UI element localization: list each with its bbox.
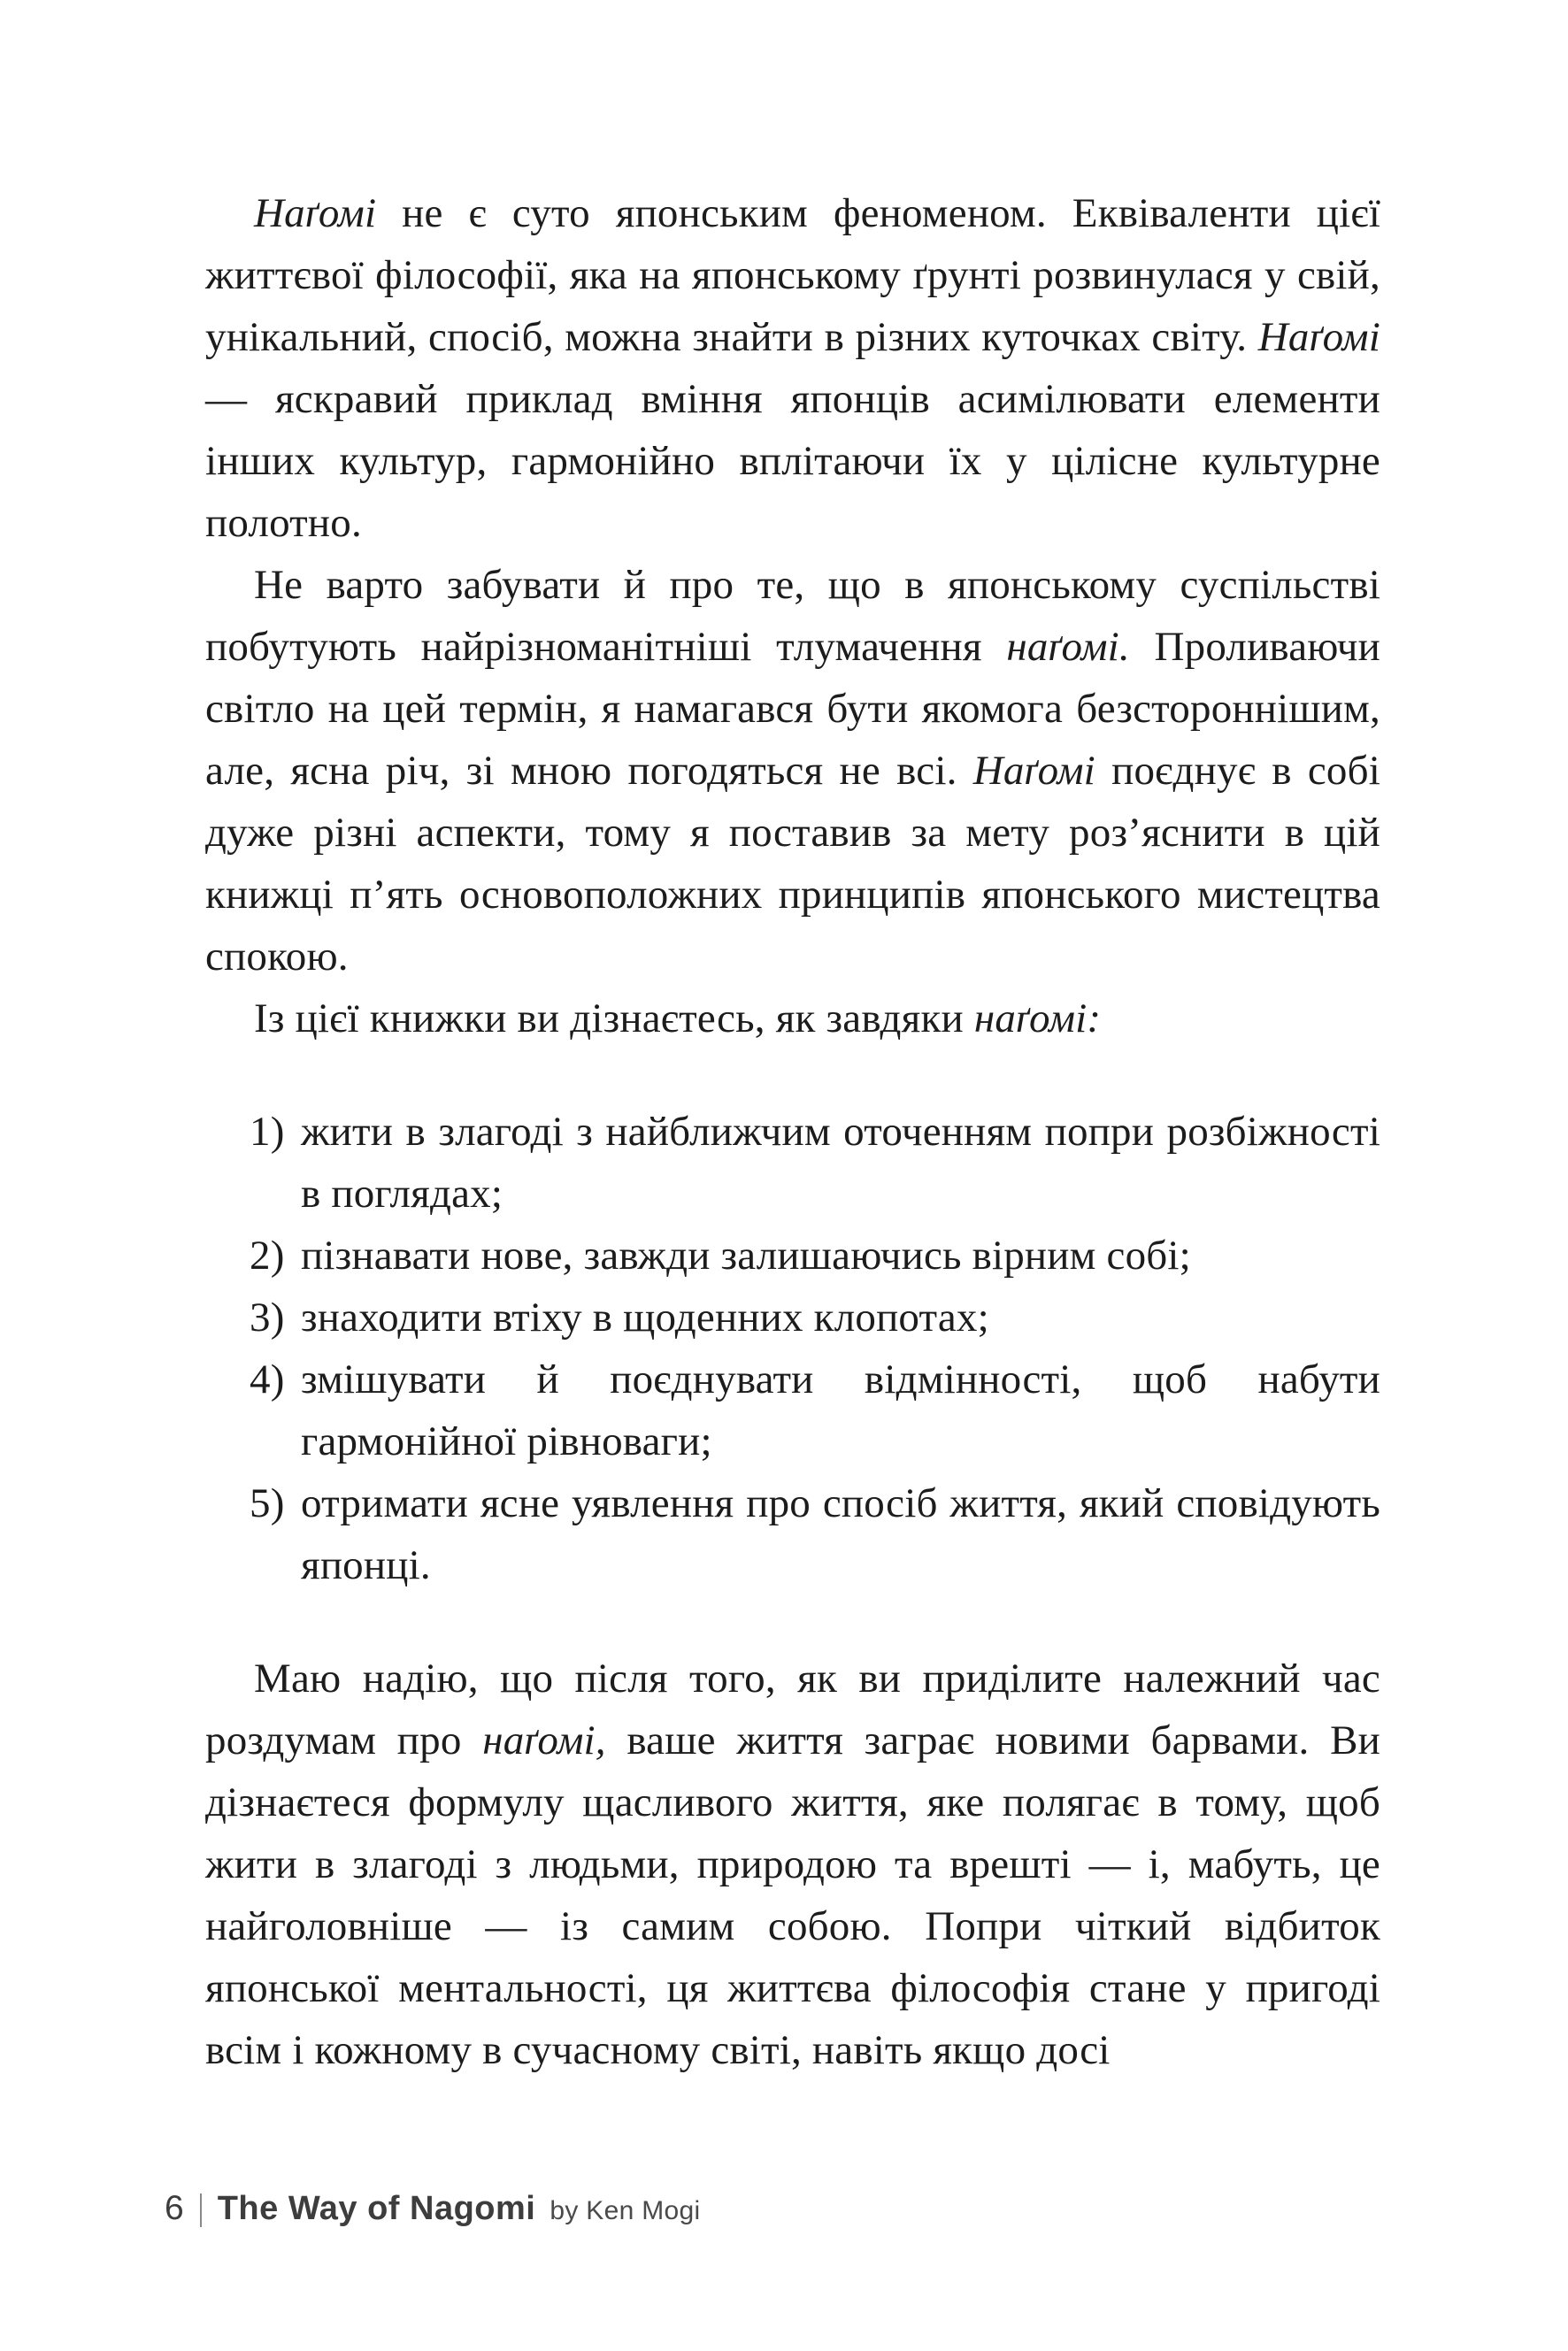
list-item: [205, 1287, 1380, 1348]
text-run: Маю надію, що після того, як ви приділите належний час роздумам про: [205, 1656, 1380, 1763]
list-item-text: отримати ясне уявлення про спосіб життя, який сповідують японці.: [301, 1480, 1380, 1588]
list-item: [205, 1472, 1380, 1596]
list-item-text: пізнавати нове, завжди залишаючись вірним собі;: [301, 1233, 1191, 1279]
paragraph-3: [205, 987, 1380, 1049]
text-run: ваше життя заграє новими барвами. Ви дізнаєтеся формулу щасливого життя, яке полягає в тому, щоб жити в злагоді з людьми, природою та врешті — і, мабуть, це найголовніше — із самим собою. Попри чіткий відбиток японської ментальності, ця життєва філософія стане у пригоді всім і кожному в сучасному світі, навіть якщо досі: [205, 1717, 1380, 2073]
page-number: 6: [165, 2189, 184, 2227]
list-item-number: 2): [250, 1233, 285, 1279]
book-title: The Way of Nagomi: [217, 2190, 536, 2227]
list-item-text: жити в злагоді з найближчим оточенням попри розбіжності в поглядах;: [301, 1109, 1380, 1217]
list-item-text: знаходити втіху в щоденних клопотах;: [301, 1295, 989, 1341]
numbered-list: [205, 1101, 1380, 1596]
paragraph-1: [205, 182, 1380, 554]
list-item-text: змішувати й поєднувати відмінності, щоб набути гармонійної рівноваги;: [301, 1356, 1380, 1464]
text-block: [205, 182, 1380, 2081]
text-run: наґомі,: [482, 1717, 606, 1763]
text-run: Із цієї книжки ви дізнаєтесь, як завдяки: [254, 995, 974, 1041]
paragraph-2: [205, 554, 1380, 987]
paragraph-4: [205, 1648, 1380, 2081]
text-run: наґомі.: [1006, 624, 1130, 670]
author-byline: by Ken Mogi: [550, 2196, 701, 2225]
list-item: [205, 1348, 1380, 1472]
list-item: [205, 1225, 1380, 1287]
page-footer: [165, 2189, 700, 2228]
list-item-number: 3): [250, 1295, 285, 1341]
text-run: Наґомі: [1257, 314, 1380, 360]
list-item-number: 5): [250, 1480, 285, 1526]
text-run: Не варто забувати й про те, що в японському суспільстві побутують найрізноманітніші тлумачення: [205, 562, 1380, 670]
footer-separator: [200, 2193, 202, 2227]
text-run: Наґомі: [972, 748, 1095, 794]
text-run: — яскравий приклад вміння японців асимілювати елементи інших культур, гармонійно вплітаючи їх у цілісне культурне полотно.: [205, 376, 1380, 546]
list-item: [205, 1101, 1380, 1225]
text-run: не є суто японським феноменом. Еквіваленти цієї життєвої філософії, яка на японському ґрунті розвинулася у свій, унікальний, спосіб, можна знайти в різних куточках світу.: [205, 190, 1380, 360]
text-run: Наґомі: [254, 190, 377, 236]
list-item-number: 1): [250, 1109, 285, 1155]
list-item-number: 4): [250, 1356, 285, 1402]
text-run: поєднує в собі дуже різні аспекти, тому я поставив за мету роз’яснити в цій книжці п’ять основоположних принципів японського мистецтва спокою.: [205, 748, 1380, 980]
text-run: Проливаючи світло на цей термін, я намагався бути якомога безстороннішим, але, ясна річ, зі мною погодяться не всі.: [205, 624, 1380, 794]
text-run: наґомі:: [973, 995, 1102, 1041]
